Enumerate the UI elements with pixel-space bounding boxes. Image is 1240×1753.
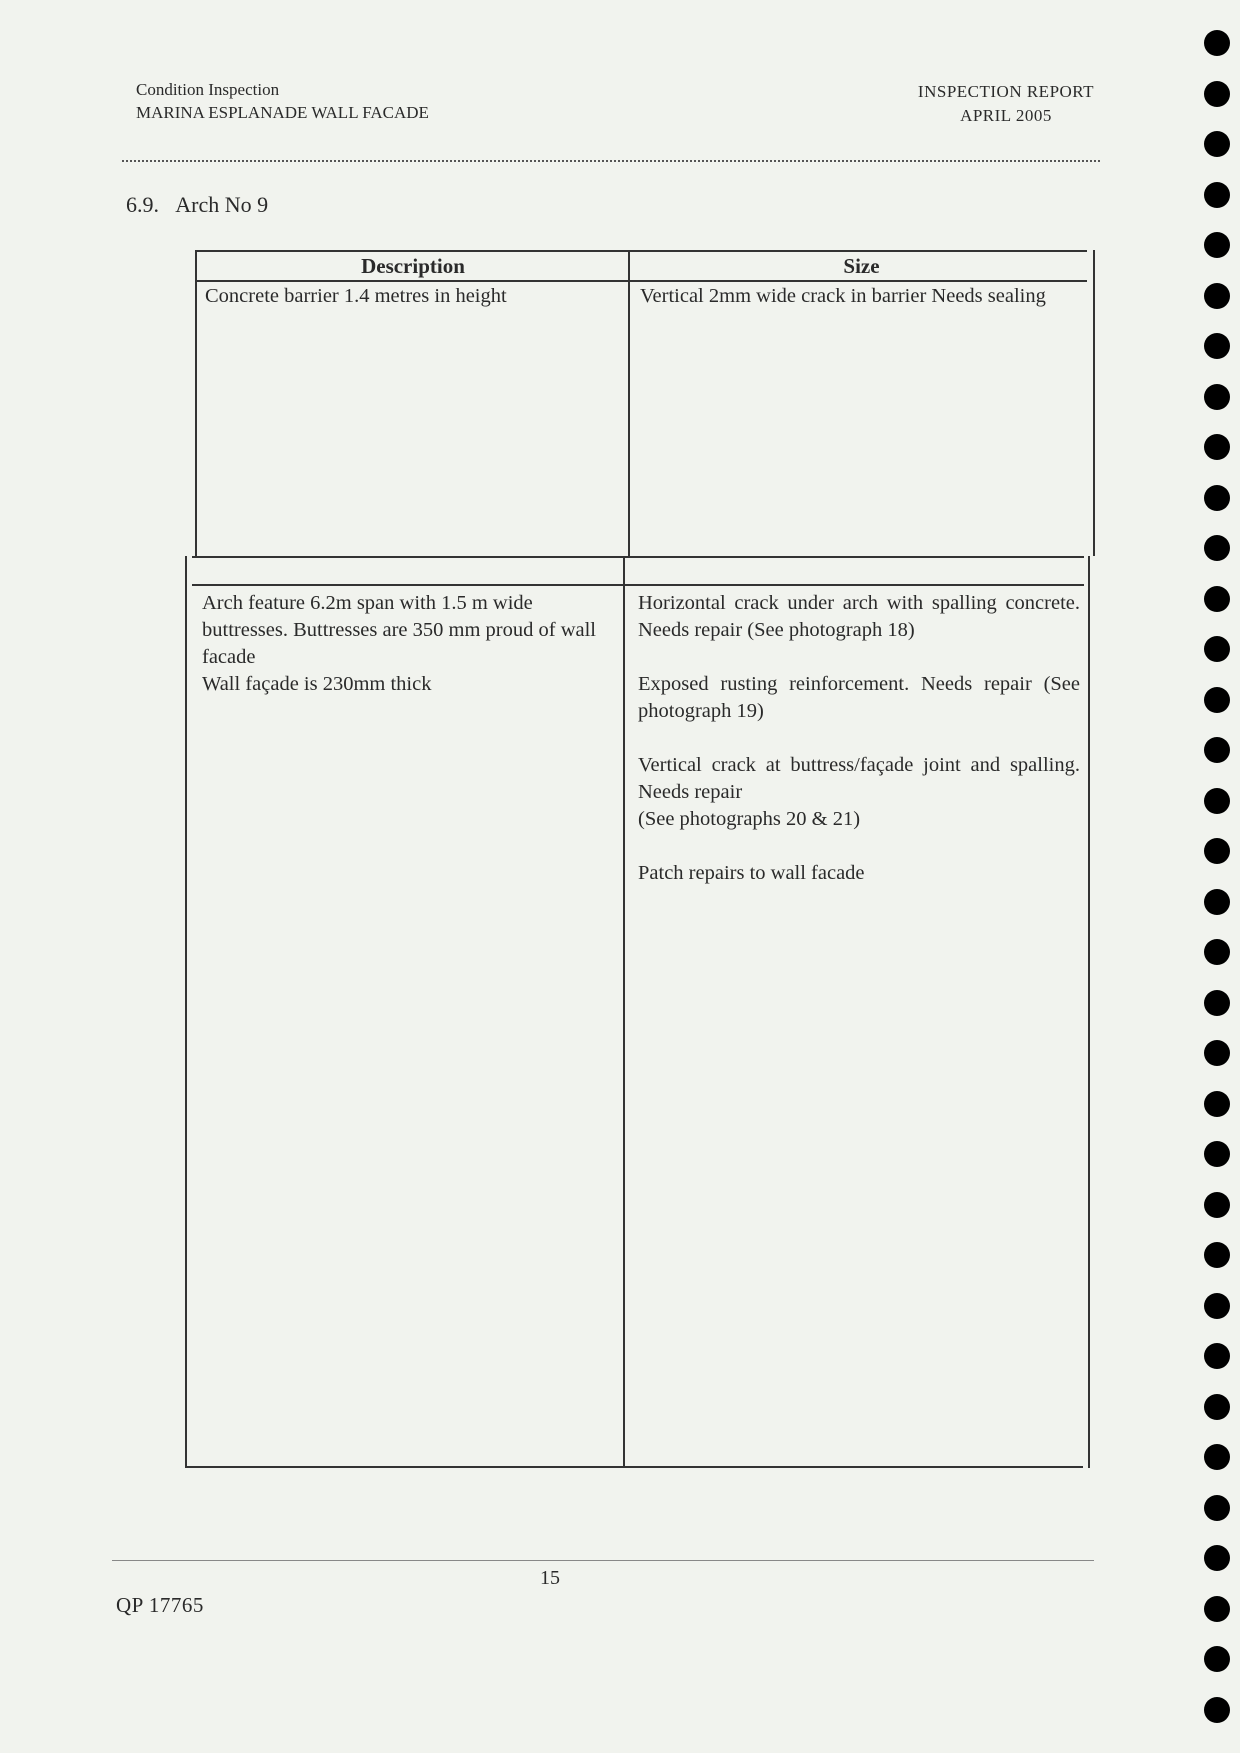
binding-holes bbox=[1204, 30, 1230, 1747]
header-right bbox=[918, 80, 1094, 128]
header-divider bbox=[122, 160, 1100, 162]
binding-hole bbox=[1204, 1697, 1230, 1723]
column-header-description: Description bbox=[361, 254, 465, 278]
column-header-size: Size bbox=[843, 254, 880, 278]
binding-hole bbox=[1204, 990, 1230, 1016]
binding-hole bbox=[1204, 788, 1230, 814]
row2-size-text: (See photographs 20 & 21) bbox=[638, 808, 861, 830]
binding-hole bbox=[1204, 333, 1230, 359]
table-border-bottom bbox=[185, 1466, 1083, 1468]
section-title: Arch No 9 bbox=[175, 192, 269, 217]
row2-description-text: Wall façade is 230mm thick bbox=[202, 673, 432, 695]
binding-hole bbox=[1204, 586, 1230, 612]
row2-description-text: Arch feature 6.2m span with 1.5 m wide buttresses. Buttresses are 350 mm proud of wall facade bbox=[202, 592, 596, 668]
binding-hole bbox=[1204, 1293, 1230, 1319]
binding-hole bbox=[1204, 1596, 1230, 1622]
binding-hole bbox=[1204, 434, 1230, 460]
header-subtitle: Condition Inspection bbox=[136, 80, 280, 99]
binding-hole bbox=[1204, 1495, 1230, 1521]
binding-hole bbox=[1204, 1242, 1230, 1268]
row2-size-text: Exposed rusting reinforcement. Needs repair (See photograph 19) bbox=[638, 673, 1080, 722]
row2-size-text: Vertical crack at buttress/façade joint and spalling. Needs repair bbox=[638, 754, 1080, 803]
table-row-rule bbox=[192, 584, 1084, 586]
binding-hole bbox=[1204, 1040, 1230, 1066]
table-border-left bbox=[195, 250, 197, 556]
report-type: INSPECTION REPORT bbox=[917, 82, 1094, 101]
table-border-top bbox=[195, 250, 1087, 252]
document-reference: QP 17765 bbox=[116, 1593, 204, 1617]
section-heading bbox=[126, 192, 268, 218]
binding-hole bbox=[1204, 636, 1230, 662]
binding-hole bbox=[1204, 1141, 1230, 1167]
binding-hole bbox=[1204, 131, 1230, 157]
binding-hole bbox=[1204, 1192, 1230, 1218]
row1-size: Vertical 2mm wide crack in barrier Needs sealing bbox=[640, 285, 1046, 307]
binding-hole bbox=[1204, 384, 1230, 410]
table-column-divider bbox=[628, 250, 630, 556]
row2-size bbox=[638, 590, 1080, 887]
binding-hole bbox=[1204, 232, 1230, 258]
binding-hole bbox=[1204, 737, 1230, 763]
binding-hole bbox=[1204, 1444, 1230, 1470]
binding-hole bbox=[1204, 535, 1230, 561]
inspection-table bbox=[190, 248, 1090, 1468]
row1-description: Concrete barrier 1.4 metres in height bbox=[205, 285, 507, 307]
table-border-right bbox=[1093, 250, 1095, 556]
binding-hole bbox=[1204, 1091, 1230, 1117]
page-number: 15 bbox=[540, 1567, 560, 1589]
table-row-rule bbox=[192, 556, 1084, 558]
header-left bbox=[136, 78, 429, 124]
binding-hole bbox=[1204, 1646, 1230, 1672]
binding-hole bbox=[1204, 283, 1230, 309]
table-header-rule bbox=[195, 280, 1087, 282]
binding-hole bbox=[1204, 939, 1230, 965]
row2-size-text: Patch repairs to wall facade bbox=[638, 862, 865, 884]
report-date: APRIL 2005 bbox=[960, 106, 1052, 125]
table-column-divider bbox=[623, 556, 625, 1468]
binding-hole bbox=[1204, 687, 1230, 713]
binding-hole bbox=[1204, 81, 1230, 107]
binding-hole bbox=[1204, 1343, 1230, 1369]
table-border-left bbox=[185, 556, 187, 1468]
footer-divider bbox=[112, 1560, 1094, 1561]
binding-hole bbox=[1204, 30, 1230, 56]
section-number: 6.9. bbox=[126, 192, 159, 217]
row2-description bbox=[202, 590, 620, 698]
table-border-right bbox=[1088, 556, 1090, 1468]
header-title: MARINA ESPLANADE WALL FACADE bbox=[136, 103, 429, 122]
binding-hole bbox=[1204, 485, 1230, 511]
binding-hole bbox=[1204, 1394, 1230, 1420]
row2-size-text: Horizontal crack under arch with spalling concrete. Needs repair (See photograph 18) bbox=[638, 592, 1080, 641]
binding-hole bbox=[1204, 182, 1230, 208]
binding-hole bbox=[1204, 1545, 1230, 1571]
binding-hole bbox=[1204, 889, 1230, 915]
binding-hole bbox=[1204, 838, 1230, 864]
